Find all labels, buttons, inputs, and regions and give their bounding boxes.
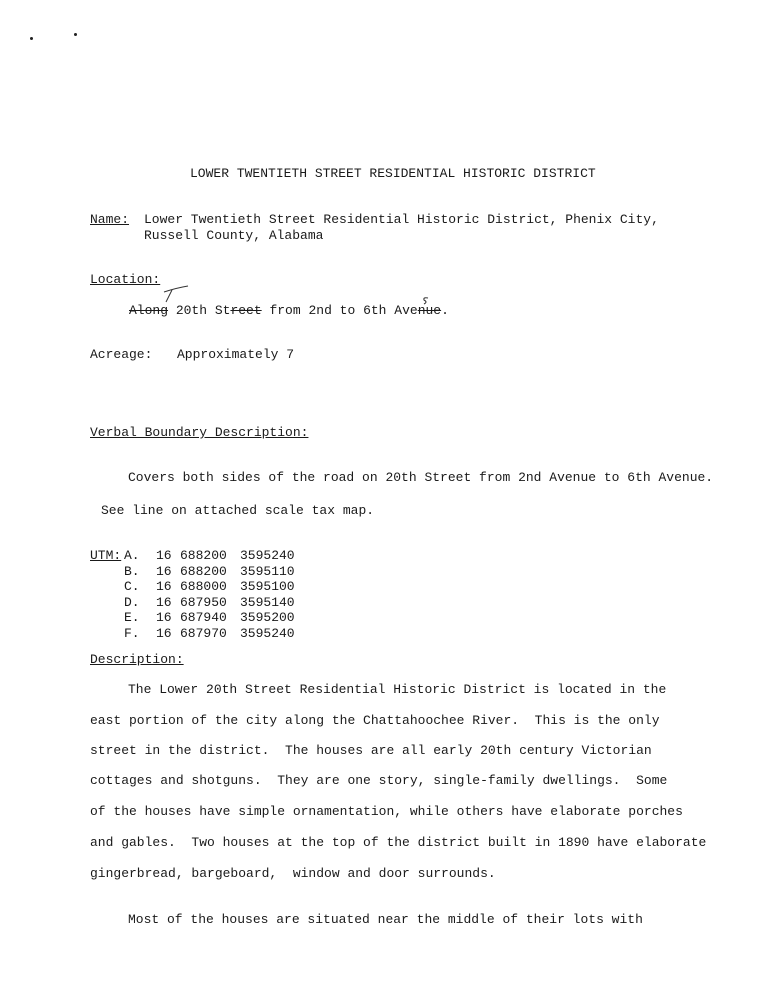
utm-row bbox=[90, 548, 295, 564]
utm-row bbox=[90, 579, 295, 595]
description-line: and gables. Two houses at the top of the district built in 1890 have elaborate bbox=[90, 835, 707, 850]
location-text-1: 20th St bbox=[168, 303, 231, 318]
utm-letter: F. bbox=[124, 625, 140, 641]
utm-northing: 3595110 bbox=[240, 563, 295, 579]
utm-easting: 687970 bbox=[180, 625, 227, 641]
verbal-boundary-line-1: Covers both sides of the road on 20th Street from 2nd Avenue to 6th Avenue. bbox=[128, 470, 714, 485]
description-label: Description: bbox=[90, 652, 184, 667]
utm-zone: 16 bbox=[156, 579, 172, 594]
description-line: east portion of the city along the Chattahoochee River. This is the only bbox=[90, 713, 660, 728]
utm-label: UTM: bbox=[90, 548, 122, 563]
utm-easting: 688000 bbox=[180, 579, 227, 594]
utm-zone: 16 bbox=[156, 625, 172, 641]
utm-zone: 16 bbox=[156, 548, 172, 563]
utm-northing: 3595240 bbox=[240, 548, 295, 563]
utm-row bbox=[90, 626, 295, 642]
utm-northing: 3595140 bbox=[240, 594, 295, 610]
handwritten-correction-mark bbox=[162, 284, 198, 304]
location-text-3: . bbox=[441, 303, 449, 318]
utm-easting: 687940 bbox=[180, 610, 227, 625]
location-text-2: from 2nd to 6th Ave bbox=[261, 303, 418, 318]
utm-letter: A. bbox=[124, 548, 140, 563]
utm-northing: 3595100 bbox=[240, 579, 295, 594]
utm-letter: B. bbox=[124, 563, 140, 579]
name-line-2: Russell County, Alabama bbox=[144, 228, 324, 243]
location-struck-part: reet bbox=[230, 303, 262, 318]
location-text bbox=[129, 303, 449, 319]
name-label: Name: bbox=[90, 212, 130, 227]
location-label: Location: bbox=[90, 272, 161, 287]
name-line-1: Lower Twentieth Street Residential Historic District, Phenix City, bbox=[144, 212, 659, 227]
utm-zone: 16 bbox=[156, 610, 172, 625]
utm-zone: 16 bbox=[156, 563, 172, 579]
description-line: gingerbread, bargeboard, window and door surrounds. bbox=[90, 866, 496, 881]
scan-speck bbox=[30, 37, 33, 40]
utm-easting: 687950 bbox=[180, 594, 227, 610]
document-title: LOWER TWENTIETH STREET RESIDENTIAL HISTORIC DISTRICT bbox=[190, 166, 596, 181]
handwritten-s-mark bbox=[420, 296, 432, 306]
utm-row bbox=[90, 610, 295, 626]
description-paragraph-2-line: Most of the houses are situated near the middle of their lots with bbox=[128, 912, 643, 927]
location-struck-end: nue bbox=[417, 303, 442, 318]
acreage-label: Acreage: bbox=[90, 347, 153, 362]
utm-row bbox=[90, 564, 295, 580]
utm-northing: 3595200 bbox=[240, 610, 295, 625]
utm-row bbox=[90, 595, 295, 611]
utm-zone: 16 bbox=[156, 594, 172, 610]
verbal-boundary-line-2: See line on attached scale tax map. bbox=[101, 503, 375, 518]
description-line: The Lower 20th Street Residential Historic District is located in the bbox=[128, 682, 667, 697]
utm-northing: 3595240 bbox=[240, 625, 295, 641]
description-line: cottages and shotguns. They are one story, single-family dwellings. Some bbox=[90, 773, 668, 788]
utm-easting: 688200 bbox=[180, 548, 227, 563]
description-line: street in the district. The houses are all early 20th century Victorian bbox=[90, 743, 652, 758]
scan-speck bbox=[74, 33, 77, 36]
utm-table bbox=[90, 548, 295, 641]
utm-letter: D. bbox=[124, 594, 140, 610]
description-line: of the houses have simple ornamentation, while others have elaborate porches bbox=[90, 804, 683, 819]
acreage-value: Approximately 7 bbox=[177, 347, 295, 362]
utm-easting: 688200 bbox=[180, 563, 227, 579]
utm-letter: E. bbox=[124, 610, 140, 625]
verbal-boundary-label: Verbal Boundary Description: bbox=[90, 425, 309, 440]
utm-letter: C. bbox=[124, 579, 140, 594]
location-struck-word: Along bbox=[129, 303, 169, 318]
